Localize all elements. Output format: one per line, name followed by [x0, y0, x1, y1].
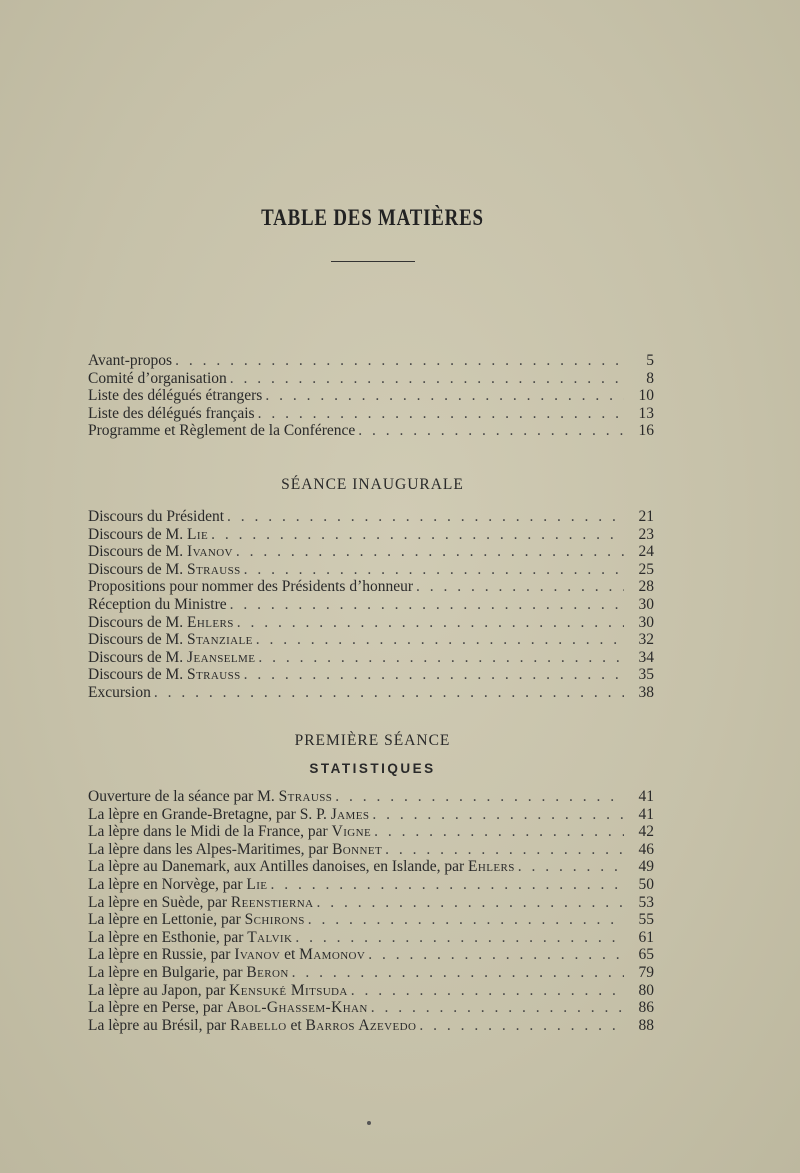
page-number: 24 [638, 543, 654, 561]
toc-entry-title [88, 578, 416, 596]
page-number: 34 [638, 648, 654, 666]
entry-text: Avant-propos [88, 352, 173, 369]
toc-entry [88, 422, 654, 440]
page-number: 53 [638, 893, 654, 911]
entry-text: Discours de M. [88, 631, 188, 649]
toc-entry-title [88, 631, 256, 649]
page-number: 55 [638, 911, 654, 929]
author-name: Beron [246, 963, 289, 981]
entry-text: La lèpre dans les Alpes-Maritimes, par [88, 840, 333, 858]
dot-leader [316, 894, 624, 912]
entry-text: et [286, 1016, 306, 1034]
entry-text: Réception du Ministre [88, 595, 227, 613]
entry-text: Comité d’organisation [88, 369, 227, 387]
toc-entry-title [88, 666, 244, 684]
dot-leader [154, 684, 624, 702]
toc-entry-title [88, 526, 211, 544]
page-number: 80 [638, 981, 654, 999]
entry-text: Discours de M. [88, 613, 188, 631]
toc-entry [88, 508, 654, 526]
dot-leader [374, 823, 624, 841]
toc-entry [88, 894, 654, 912]
section-heading-premiere-seance: PREMIÈRE SÉANCE [294, 732, 451, 749]
page-number: 46 [638, 840, 654, 858]
page-number: 28 [638, 578, 654, 596]
dot-leader [518, 858, 624, 876]
page-number: 88 [638, 1016, 654, 1034]
author-name: Ivanov [234, 946, 281, 964]
page-number: 30 [638, 613, 654, 631]
entry-text: La lèpre en Perse, par [88, 999, 227, 1017]
toc-entry-title [88, 370, 230, 388]
toc-entry-title [88, 946, 368, 964]
toc-entry-title [88, 684, 154, 702]
page-number: 13 [638, 404, 654, 422]
page-number: 65 [638, 946, 654, 964]
entry-text: et [280, 946, 300, 964]
toc-entry-title [88, 352, 175, 370]
toc-entry [88, 526, 654, 544]
dot-leader [236, 543, 624, 561]
page-mark [367, 1121, 371, 1125]
dot-leader [244, 561, 624, 579]
toc-entry-title [88, 387, 265, 405]
dot-leader [372, 806, 624, 824]
toc-entry [88, 982, 654, 1000]
page-number: 42 [638, 823, 654, 841]
author-name: Stanziale [187, 631, 253, 649]
page-number: 41 [638, 788, 654, 805]
entry-text: Ouverture de la séance par M. [88, 788, 279, 805]
author-name: Ivanov [187, 543, 233, 561]
toc-entry [88, 823, 654, 841]
dot-leader [292, 964, 624, 982]
toc-entry-title [88, 806, 372, 824]
entry-text: La lèpre en Norvège, par [88, 875, 247, 893]
page-number: 8 [646, 369, 654, 387]
entry-text: Propositions pour nommer des Présidents d’honneur [88, 578, 414, 596]
toc-entry [88, 999, 654, 1017]
toc-entry [88, 370, 654, 388]
toc-entry-title [88, 982, 351, 1000]
toc-entry-title [88, 999, 371, 1017]
dot-leader [385, 841, 624, 859]
toc-premiere-seance [88, 788, 654, 1034]
title-rule [331, 261, 415, 262]
toc-entry-title [88, 1017, 419, 1035]
author-name: Strauss [187, 666, 241, 684]
dot-leader [270, 876, 624, 894]
toc-entry [88, 911, 654, 929]
toc-entry-title [88, 405, 258, 423]
author-name: Reenstierna [230, 893, 314, 911]
author-name: Strauss [278, 788, 333, 805]
toc-entry [88, 649, 654, 667]
toc-entry [88, 788, 654, 806]
author-name: Bonnet [332, 840, 383, 858]
toc-entry [88, 1017, 654, 1035]
dot-leader [258, 649, 624, 667]
toc-entry [88, 806, 654, 824]
toc-entry [88, 964, 654, 982]
author-name: Abol-Ghassem-Khan [226, 999, 368, 1017]
author-name: Mamonov [299, 946, 366, 964]
toc-entry [88, 684, 654, 702]
author-name: Ehlers [187, 613, 234, 631]
page-number: 38 [638, 683, 654, 701]
author-name: Talvik [247, 928, 293, 946]
entry-text: Discours de M. [88, 648, 188, 666]
toc-entry-title [88, 894, 316, 912]
toc-entry [88, 543, 654, 561]
author-name: Schirons [244, 911, 305, 929]
toc-entry-title [88, 543, 236, 561]
toc-entry [88, 561, 654, 579]
entry-text: La lèpre en Bulgarie, par [88, 963, 247, 981]
page-number: 23 [638, 525, 654, 543]
dot-leader [351, 982, 624, 1000]
entry-text: La lèpre au Brésil, par [88, 1016, 231, 1034]
toc-entry-title [88, 911, 308, 929]
toc-entry [88, 387, 654, 405]
toc-entry-title [88, 561, 244, 579]
toc-seance-inaugurale [88, 508, 654, 702]
dot-leader [308, 911, 624, 929]
toc-entry [88, 578, 654, 596]
dot-leader [335, 788, 624, 806]
entry-text: Discours de M. [88, 560, 188, 578]
page-number: 25 [638, 560, 654, 578]
toc-entry [88, 352, 654, 370]
toc-entry [88, 614, 654, 632]
toc-entry [88, 631, 654, 649]
page-number: 5 [646, 352, 654, 369]
toc-entry-title [88, 841, 385, 859]
dot-leader [265, 387, 624, 405]
toc-entry-title [88, 649, 258, 667]
toc-entry-title [88, 823, 374, 841]
toc-entry [88, 858, 654, 876]
page-number: 10 [638, 387, 654, 405]
toc-entry-title [88, 964, 292, 982]
entry-text: Excursion [88, 683, 151, 701]
entry-text: Discours du Président [88, 508, 225, 525]
entry-text: Programme et Règlement de la Conférence [88, 422, 356, 440]
page-number: 86 [638, 999, 654, 1017]
toc-entry-title [88, 876, 270, 894]
entry-text: Discours de M. [88, 666, 188, 684]
page-number: 35 [638, 666, 654, 684]
dot-leader [256, 631, 624, 649]
dot-leader [371, 999, 624, 1017]
dot-leader [419, 1017, 624, 1035]
author-name: Lie [246, 875, 268, 893]
page-number: 41 [638, 805, 654, 823]
dot-leader [227, 508, 624, 526]
dot-leader [295, 929, 624, 947]
author-name: James [330, 805, 370, 823]
entry-text: La lèpre en Lettonie, par [88, 911, 245, 929]
entry-text: La lèpre dans le Midi de la France, par [88, 823, 332, 841]
entry-text: Liste des délégués étrangers [88, 387, 263, 405]
author-name: Ehlers [468, 858, 515, 876]
toc-entry-title [88, 596, 230, 614]
toc-front-matter [88, 352, 654, 440]
toc-entry-title [88, 788, 335, 806]
page-title: TABLE DES MATIÈRES [261, 205, 484, 230]
page-number: 79 [638, 963, 654, 981]
author-name: Barros Azevedo [305, 1016, 417, 1034]
toc-entry [88, 666, 654, 684]
entry-text: La lèpre au Japon, par [88, 981, 230, 999]
subsection-heading-statistiques: STATISTIQUES [309, 761, 436, 776]
dot-leader [368, 946, 624, 964]
page-number: 16 [638, 422, 654, 440]
dot-leader [258, 405, 624, 423]
author-name: Jeanselme [187, 648, 256, 666]
toc-entry [88, 841, 654, 859]
toc-entry [88, 596, 654, 614]
toc-entry [88, 876, 654, 894]
toc-entry [88, 929, 654, 947]
dot-leader [175, 352, 624, 370]
page-number: 49 [638, 858, 654, 876]
toc-entry-title [88, 858, 518, 876]
author-name: Lie [187, 525, 209, 543]
page-number: 21 [638, 508, 654, 525]
page-number: 32 [638, 631, 654, 649]
dot-leader [237, 614, 624, 632]
toc-entry-title [88, 614, 237, 632]
dot-leader [244, 666, 624, 684]
page-number: 30 [638, 595, 654, 613]
entry-text: La lèpre au Danemark, aux Antilles danoises, en Islande, par [88, 858, 469, 876]
entry-text: La lèpre en Grande-Bretagne, par S. P. [88, 805, 331, 823]
dot-leader [230, 370, 624, 388]
author-name: Vigne [331, 823, 372, 841]
entry-text: La lèpre en Suède, par [88, 893, 231, 911]
dot-leader [358, 422, 624, 440]
author-name: Rabello [230, 1016, 287, 1034]
dot-leader [416, 578, 624, 596]
page-number: 61 [638, 928, 654, 946]
page-number: 50 [638, 875, 654, 893]
toc-entry [88, 946, 654, 964]
dot-leader [211, 526, 624, 544]
entry-text: Discours de M. [88, 543, 188, 561]
author-name: Kensuké Mitsuda [229, 981, 348, 999]
author-name: Strauss [187, 560, 241, 578]
section-heading-seance-inaugurale: SÉANCE INAUGURALE [281, 476, 464, 493]
toc-entry [88, 405, 654, 423]
entry-text: Liste des délégués français [88, 404, 255, 422]
toc-entry-title [88, 508, 227, 526]
dot-leader [230, 596, 624, 614]
entry-text: Discours de M. [88, 525, 188, 543]
entry-text: La lèpre en Esthonie, par [88, 928, 248, 946]
toc-entry-title [88, 929, 295, 947]
toc-entry-title [88, 422, 358, 440]
entry-text: La lèpre en Russie, par [88, 946, 235, 964]
